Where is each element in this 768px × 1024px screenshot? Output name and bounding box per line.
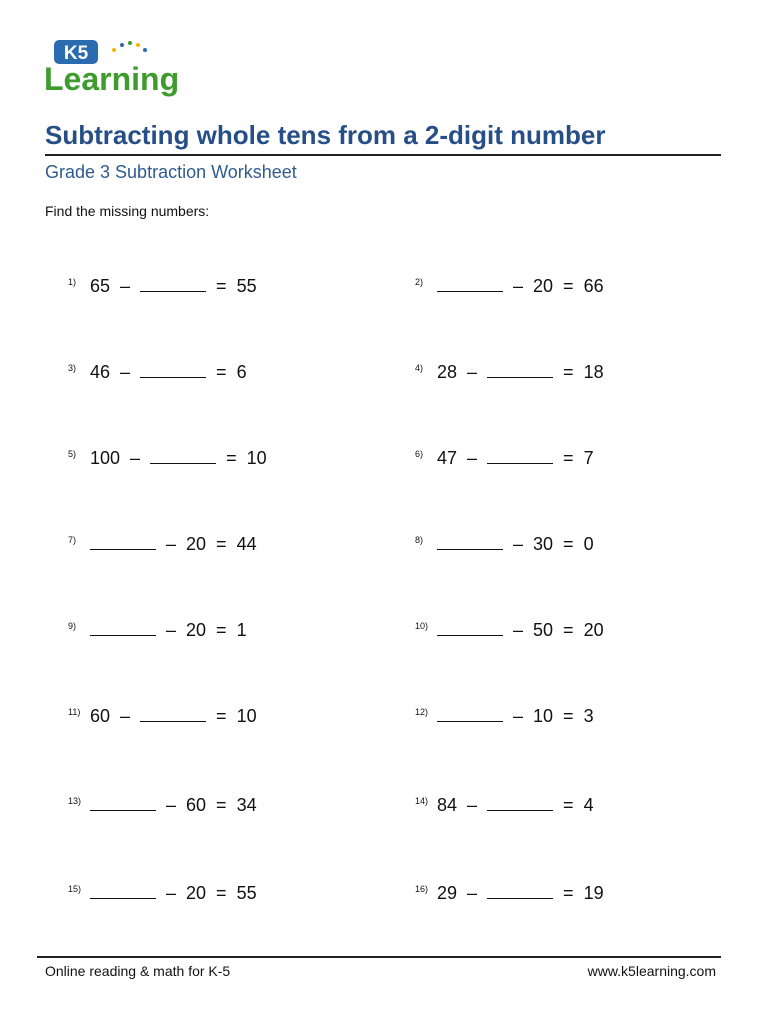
footer-tagline: Online reading & math for K-5 [45,963,231,979]
problem-number: 4) [415,363,424,373]
equals-sign: = [216,620,227,640]
minus-sign: – [513,534,524,554]
minus-sign: – [120,362,131,382]
problem-number: 6) [415,449,424,459]
answer-blank[interactable] [437,621,503,636]
problem-1 [68,276,267,302]
equals-sign: = [563,276,574,296]
number: 47 [437,448,458,468]
equals-sign: = [563,620,574,640]
number: 28 [437,362,458,382]
number: 30 [533,534,554,554]
answer-blank[interactable] [437,277,503,292]
k5-learning-logo [44,36,184,100]
equals-sign: = [216,883,227,903]
equals-sign: = [216,795,227,815]
answer-blank[interactable] [90,884,156,899]
problem-16 [415,883,614,909]
problem-13 [68,795,267,821]
minus-sign: – [166,534,177,554]
number: 10 [246,448,267,468]
number: 10 [533,706,554,726]
problem-number: 15) [68,884,82,894]
number: 84 [437,795,458,815]
answer-blank[interactable] [487,884,553,899]
problem-3 [68,362,257,388]
equals-sign: = [563,706,574,726]
problem-9 [68,620,257,646]
equals-sign: = [563,362,574,382]
answer-blank[interactable] [90,796,156,811]
answer-blank[interactable] [487,363,553,378]
footer-website: www.k5learning.com [587,963,716,979]
problem-2 [415,276,614,302]
minus-sign: – [166,620,177,640]
problem-number: 8) [415,535,424,545]
problem-15 [68,883,267,909]
number: 34 [236,795,257,815]
equals-sign: = [563,883,574,903]
answer-blank[interactable] [90,535,156,550]
problem-7 [68,534,267,560]
answer-blank[interactable] [90,621,156,636]
problem-6 [415,448,604,474]
minus-sign: – [120,706,131,726]
number: 20 [186,620,207,640]
problem-number: 2) [415,277,424,287]
footer-divider [37,956,721,958]
problem-number: 12) [415,707,429,717]
number: 65 [90,276,111,296]
title-divider [45,154,721,156]
minus-sign: – [467,795,478,815]
problem-11 [68,706,267,732]
logo-k5-text: K5 [63,43,89,64]
minus-sign: – [513,706,524,726]
number: 29 [437,883,458,903]
problem-number: 9) [68,621,77,631]
problem-4 [415,362,614,388]
answer-blank[interactable] [437,707,503,722]
equals-sign: = [216,276,227,296]
problem-8 [415,534,604,560]
problem-5 [68,448,277,474]
problem-number: 7) [68,535,77,545]
problem-14 [415,795,604,821]
minus-sign: – [467,362,478,382]
minus-sign: – [166,795,177,815]
problem-number: 13) [68,796,82,806]
answer-blank[interactable] [140,363,206,378]
answer-blank[interactable] [487,796,553,811]
minus-sign: – [120,276,131,296]
equals-sign: = [563,448,574,468]
problem-number: 10) [415,621,429,631]
number: 44 [236,534,257,554]
problem-number: 1) [68,277,77,287]
page-title: Subtracting whole tens from a 2-digit number [45,120,606,150]
minus-sign: – [166,883,177,903]
number: 3 [583,706,594,726]
number: 46 [90,362,111,382]
equals-sign: = [216,534,227,554]
problem-number: 3) [68,363,77,373]
number: 55 [236,276,257,296]
number: 7 [583,448,594,468]
answer-blank[interactable] [140,277,206,292]
number: 100 [90,448,121,468]
answer-blank[interactable] [140,707,206,722]
answer-blank[interactable] [487,449,553,464]
problem-number: 11) [68,707,81,717]
number: 66 [583,276,604,296]
stars-icon [112,41,147,52]
number: 60 [90,706,111,726]
worksheet-subtitle: Grade 3 Subtraction Worksheet [45,162,297,182]
logo-word-text: Learning [44,61,180,97]
minus-sign: – [130,448,141,468]
problem-12 [415,706,604,732]
equals-sign: = [226,448,237,468]
minus-sign: – [513,620,524,640]
minus-sign: – [513,276,524,296]
number: 18 [583,362,604,382]
number: 1 [236,620,247,640]
problem-number: 16) [415,884,429,894]
problem-number: 14) [415,796,429,806]
number: 19 [583,883,604,903]
equals-sign: = [563,795,574,815]
number: 4 [583,795,594,815]
number: 60 [186,795,207,815]
problem-10 [415,620,614,646]
number: 0 [583,534,594,554]
number: 20 [533,276,554,296]
instructions: Find the missing numbers: [45,203,210,219]
minus-sign: – [467,883,478,903]
problem-number: 5) [68,449,77,459]
equals-sign: = [216,706,227,726]
number: 20 [186,883,207,903]
number: 55 [236,883,257,903]
answer-blank[interactable] [437,535,503,550]
number: 10 [236,706,257,726]
number: 6 [236,362,247,382]
equals-sign: = [216,362,227,382]
equals-sign: = [563,534,574,554]
number: 20 [583,620,604,640]
number: 50 [533,620,554,640]
answer-blank[interactable] [150,449,216,464]
number: 20 [186,534,207,554]
minus-sign: – [467,448,478,468]
